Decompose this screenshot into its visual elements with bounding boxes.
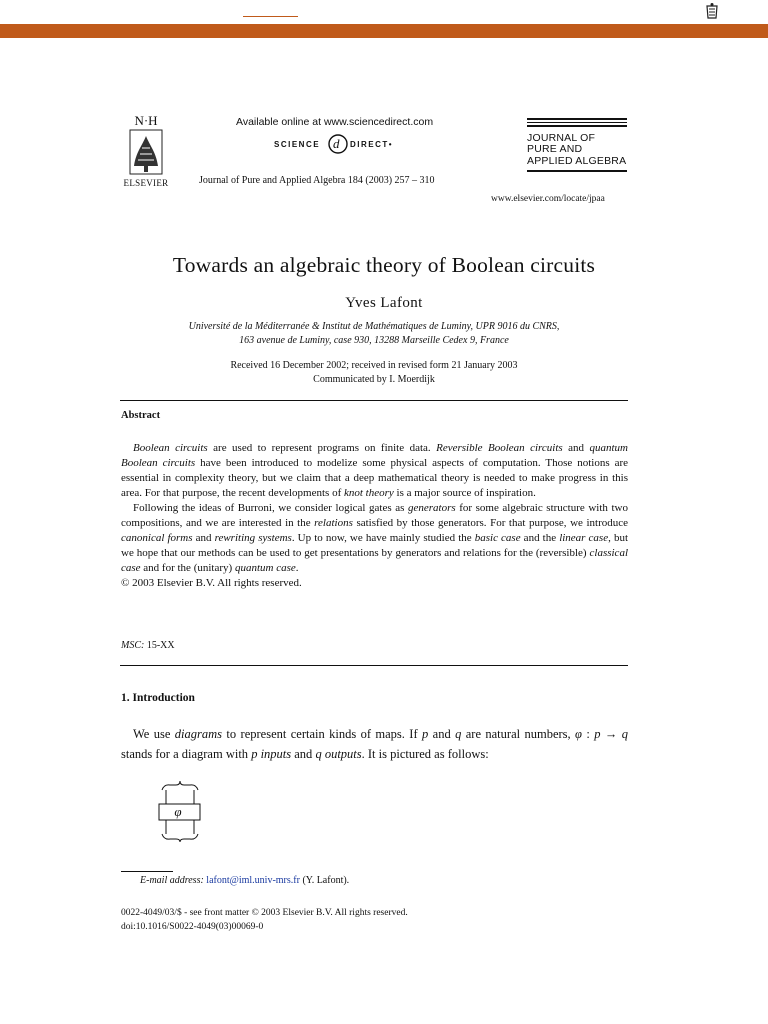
phi-diagram bbox=[152, 780, 208, 842]
affiliation-line: 163 avenue de Luminy, case 930, 13288 Marseille Cedex 9, France bbox=[239, 335, 509, 346]
communicated-by: Communicated by I. Moerdijk bbox=[313, 374, 435, 385]
svg-text:d: d bbox=[333, 136, 340, 151]
section-paragraph: We use diagrams to represent certain kinds of maps. If p and q are natural numbers, φ : p → q stands for a diagram with p inputs and q outputs. It is pictured as follows: bbox=[121, 727, 628, 761]
doi-line[interactable]: doi:10.1016/S0022-4049(03)00069-0 bbox=[121, 922, 264, 932]
msc-label: MSC: bbox=[121, 640, 145, 651]
copyright-notice: © 2003 Elsevier B.V. All rights reserved. bbox=[121, 577, 302, 589]
section-heading: 1. Introduction bbox=[121, 692, 195, 704]
msc-classification bbox=[121, 640, 175, 651]
email-owner: (Y. Lafont). bbox=[299, 875, 350, 886]
affiliation bbox=[0, 320, 748, 348]
diagram-label: φ bbox=[174, 804, 182, 819]
email-label: E-mail address: bbox=[140, 875, 204, 886]
toolbar-link-underline[interactable] bbox=[243, 16, 298, 17]
available-online: Available online at www.sciencedirect.com bbox=[236, 116, 434, 128]
received-dates: Received 16 December 2002; received in revised form 21 January 2003 bbox=[230, 360, 518, 371]
publisher-mark: N·H bbox=[134, 113, 158, 128]
issn-line: 0022-4049/03/$ - see front matter © 2003 Elsevier B.V. All rights reserved. bbox=[121, 908, 408, 918]
svg-text:DIRECT•: DIRECT• bbox=[350, 140, 394, 149]
email-link[interactable]: lafont@iml.univ-mrs.fr bbox=[206, 875, 300, 886]
divider bbox=[120, 400, 628, 401]
journal-name-block bbox=[527, 118, 627, 174]
divider bbox=[120, 665, 628, 666]
sciencedirect-logo bbox=[270, 133, 460, 155]
svg-text:SCIENCE: SCIENCE bbox=[274, 140, 321, 149]
article-title: Towards an algebraic theory of Boolean circuits bbox=[172, 253, 596, 277]
article-dates bbox=[0, 359, 748, 387]
footnote-rule bbox=[121, 871, 173, 872]
footnote bbox=[140, 875, 349, 886]
publication-info bbox=[121, 906, 408, 934]
msc-value: 15-XX bbox=[144, 640, 175, 651]
abstract-paragraph: Following the ideas of Burroni, we consider logical gates as generators for some algebraic structure with two compositions, and we are interested in the relations satisfied by those generators. For that purpose, we introduce canonical forms and rewriting systems. Up to now, we have mainly studied the basic case and the linear case, but we hope that our methods can be used to get presentations by generators and relations for the (reversible) classical case and for the (unitary) quantum case. bbox=[121, 502, 629, 574]
journal-name-line: PURE AND bbox=[527, 143, 583, 156]
accent-bar bbox=[0, 24, 768, 38]
author-name: Yves Lafont bbox=[345, 295, 423, 311]
viewer-toolbar bbox=[0, 0, 768, 25]
journal-url[interactable]: www.elsevier.com/locate/jpaa bbox=[491, 194, 605, 204]
affiliation-line: Université de la Méditerranée & Institut de Mathématiques de Luminy, UPR 9016 du CNRS, bbox=[188, 321, 560, 332]
abstract-heading: Abstract bbox=[121, 410, 161, 421]
publisher-name: ELSEVIER bbox=[123, 178, 169, 188]
journal-citation: Journal of Pure and Applied Algebra 184 (2003) 257 – 310 bbox=[199, 175, 435, 186]
journal-name-line: JOURNAL OF bbox=[527, 131, 596, 144]
reader-icon[interactable] bbox=[703, 2, 721, 22]
abstract-body bbox=[121, 441, 628, 591]
journal-name-line: APPLIED ALGEBRA bbox=[527, 154, 627, 167]
abstract-paragraph: Boolean circuits are used to represent programs on finite data. Reversible Boolean circuits and quantum Boolean circuits have been introduced to modelize some physical aspects of computation. Those notions are essential in complexity theory, but we claim that a deep mathematical theory is needed to make progress in this area. For that purpose, the recent developments of knot theory is a major source of inspiration. bbox=[121, 442, 628, 499]
